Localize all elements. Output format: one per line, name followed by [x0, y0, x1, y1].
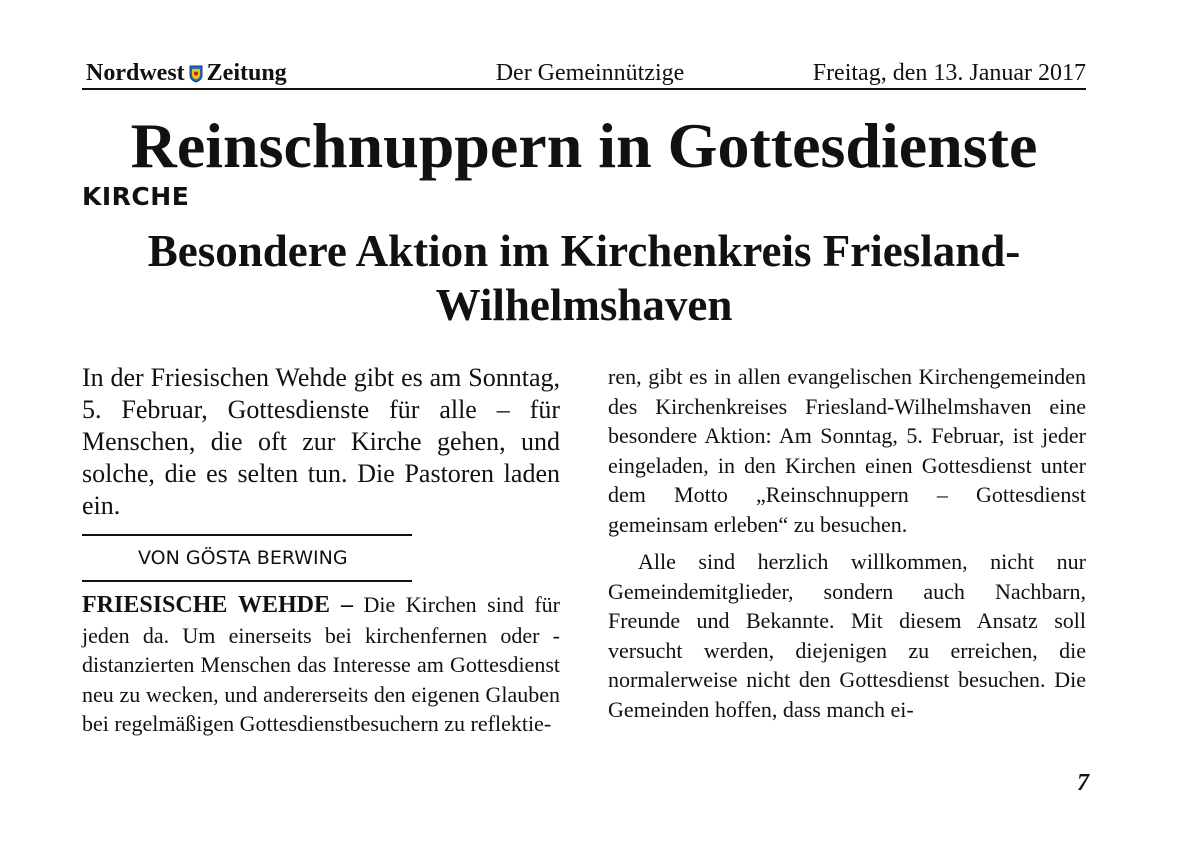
- subheadline: Besondere Aktion im Kirchenkreis Friesland-Wilhelmshaven: [147, 226, 1021, 330]
- body-paragraph-1: [82, 590, 560, 739]
- article-column-right: [608, 362, 1086, 724]
- headline: Reinschnuppern in Gottesdienste: [130, 110, 1038, 181]
- issue-date: Freitag, den 13. Januar 2017: [812, 60, 1086, 86]
- crest-icon: [189, 65, 203, 83]
- page-header: [82, 58, 1086, 90]
- page-number: 7: [1077, 770, 1089, 796]
- body-paragraph-2: Alle sind herzlich willkommen, nicht nur Gemeindemitglieder, sondern auch Nachbarn, Freunde und Bekannte. Mit diesem Ansatz soll versucht werden, diejenigen zu erreichen, die normalerweise nicht den Gottesdienst besuchen. Die Gemeinden hoffen, dass manch ei-: [608, 549, 1086, 722]
- lead-paragraph: In der Friesischen Wehde gibt es am Sonntag, 5. Februar, Gottesdienste für alle – für Menschen, die oft zur Kirche gehen, und solche, die es selten tun. Die Pastoren laden ein.: [82, 363, 560, 520]
- brand-name-right: Zeitung: [206, 60, 287, 86]
- byline-divider-bottom: [82, 580, 412, 582]
- brand-name-left: Nordwest: [86, 60, 185, 86]
- body-paragraph-1-continued: ren, gibt es in allen evangelischen Kirchengemeinden des Kirchenkreises Friesland-Wilhelmshaven eine besondere Aktion: Am Sonntag, 5. Februar, ist jeder eingeladen, in den Kirchen einen Gottesdienst unter dem Motto „Reinschnuppern – Gottesdienst gemeinsam erleben“ zu besuchen.: [608, 364, 1086, 537]
- kicker-label: KIRCHE: [82, 182, 190, 211]
- article-column-left: [82, 362, 560, 739]
- dateline: FRIESISCHE WEHDE –: [82, 592, 353, 618]
- body-paragraph-1-text: Die Kirchen sind für jeden da. Um einerseits bei kirchenfernen oder -distanzierten Menschen das Interesse am Gottesdienst neu zu wecken, und andererseits den eigenen Glauben bei regelmäßigen Gottesdienstbesuchern zu reflektie-: [82, 592, 561, 736]
- byline: VON GÖSTA BERWING: [138, 547, 348, 569]
- section-title: Der Gemeinnützige: [495, 60, 685, 86]
- newspaper-logo: [86, 60, 287, 87]
